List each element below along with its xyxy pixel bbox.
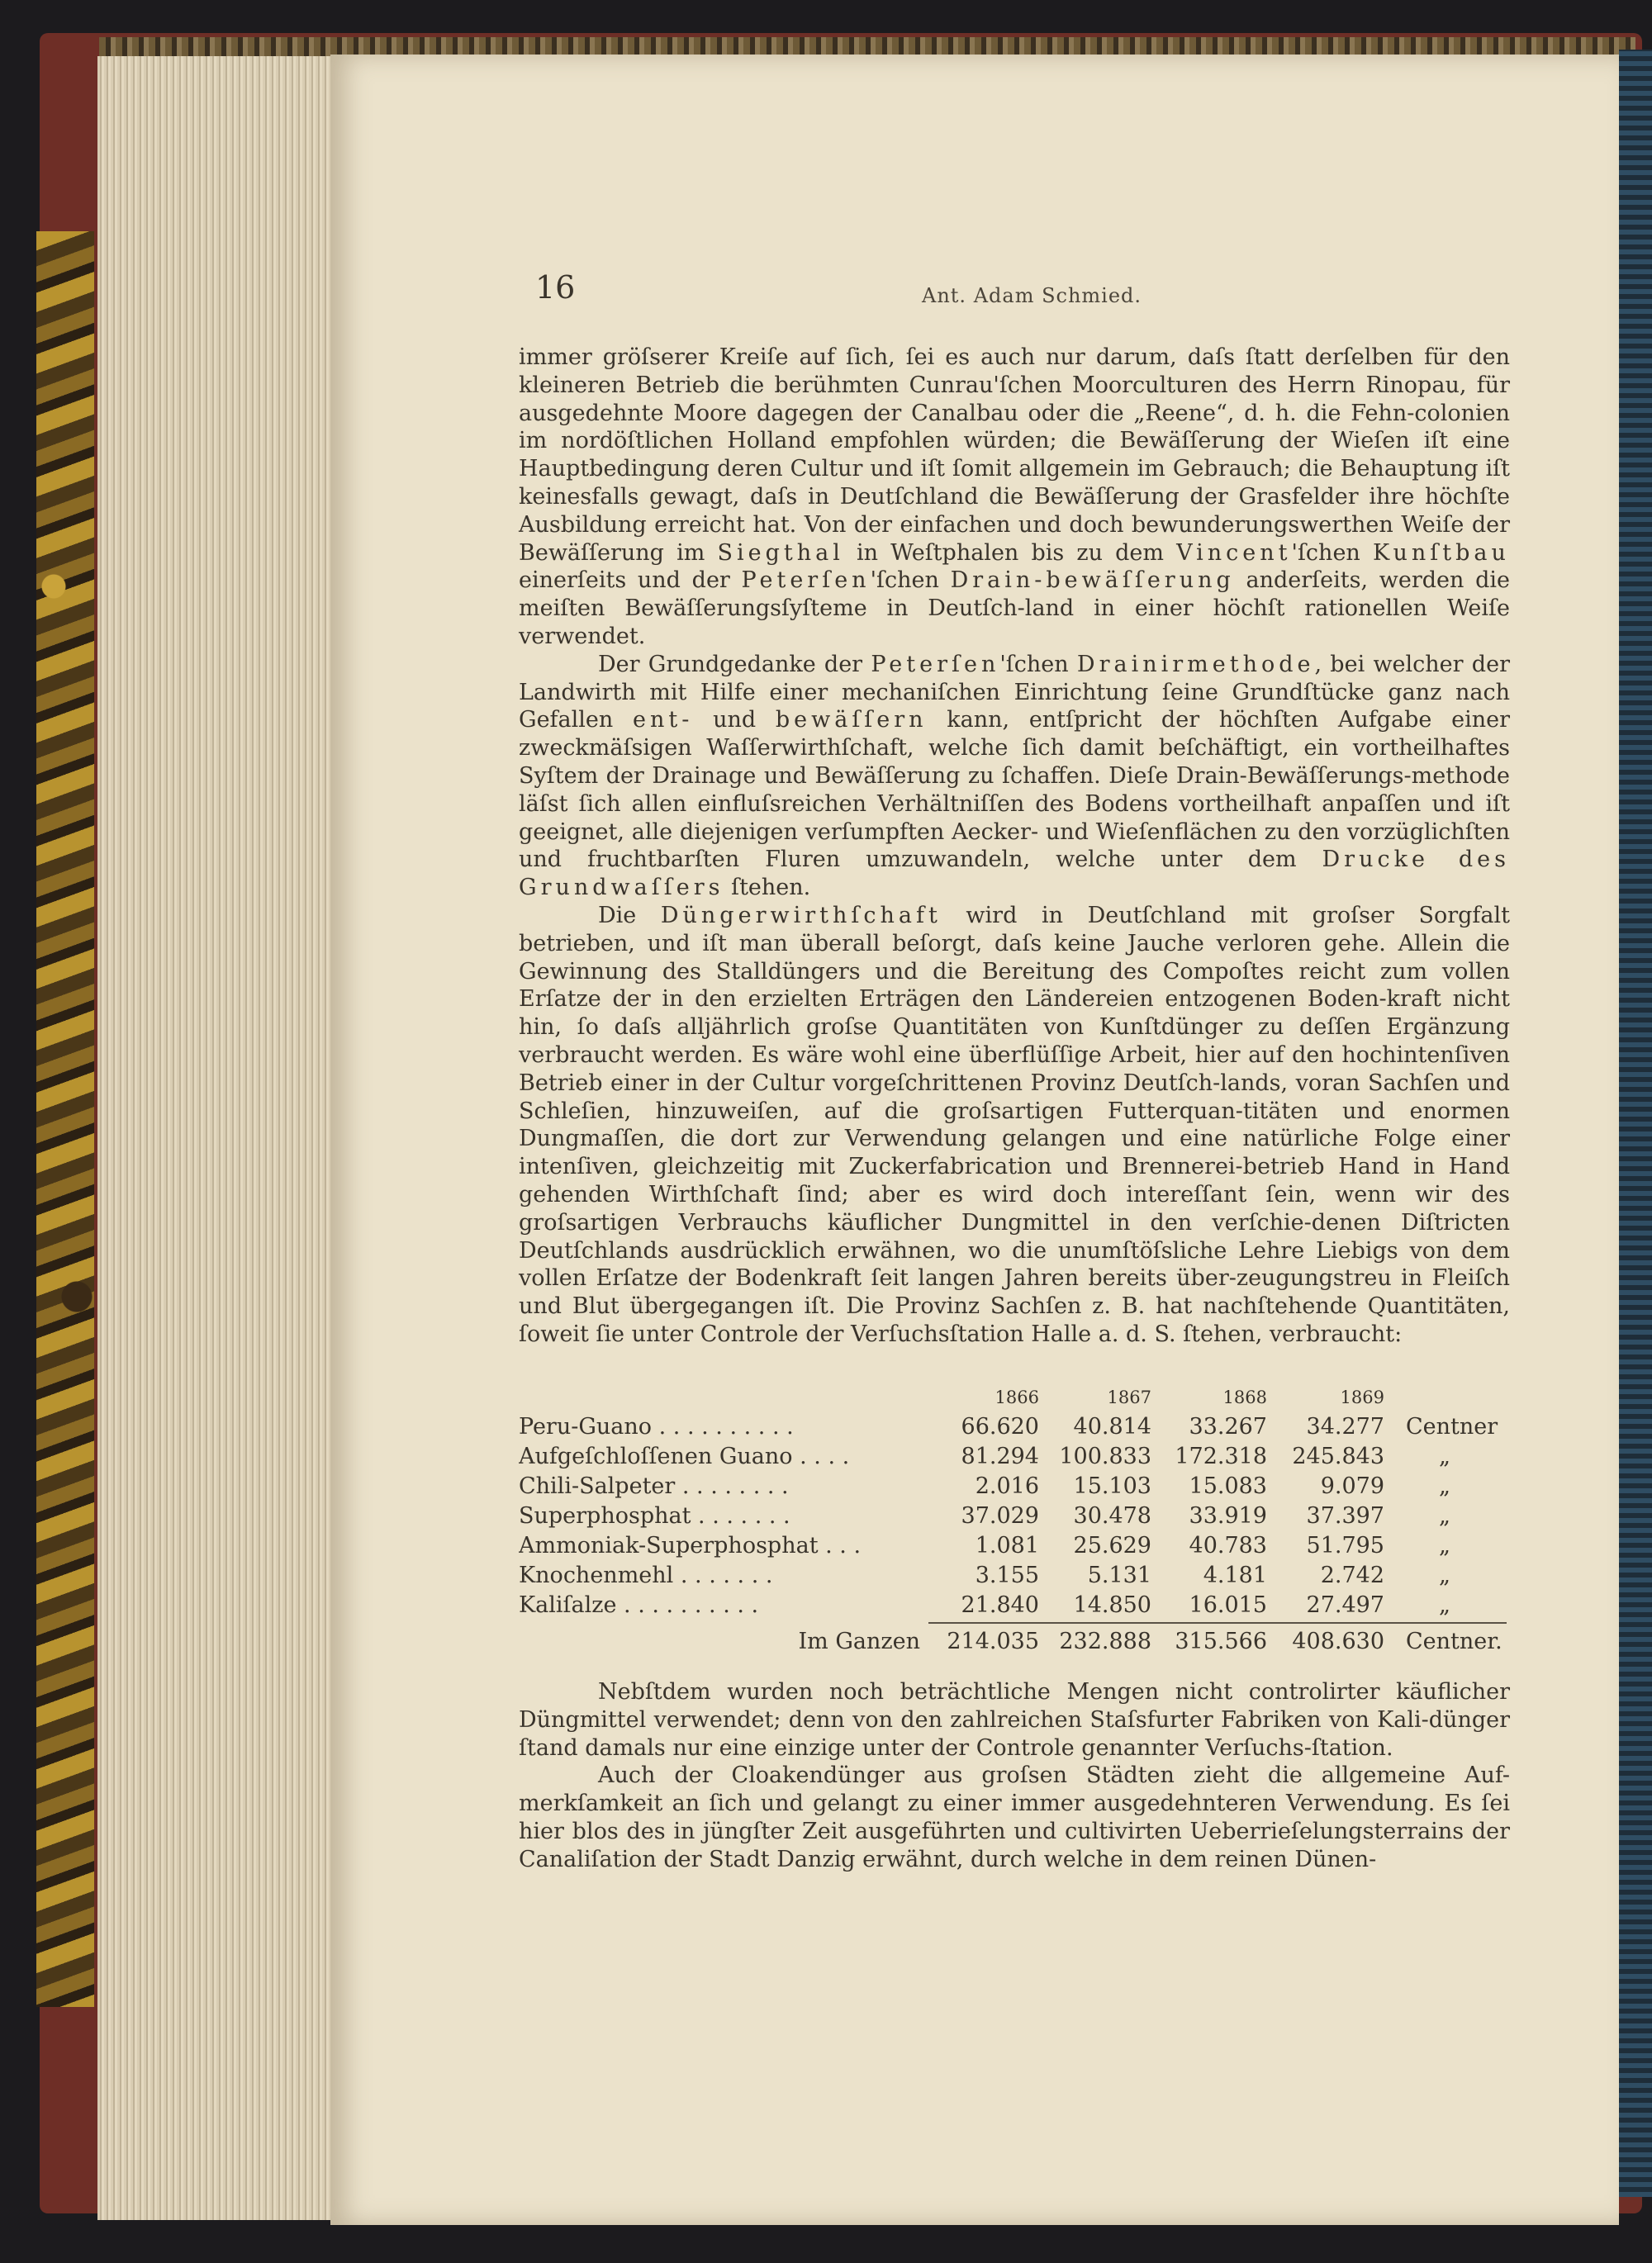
table-row (519, 1414, 1510, 1444)
running-head: Ant. Adam Schmied. (922, 284, 1142, 307)
row-label: Knochenmehl . . . . . . . (519, 1563, 773, 1588)
total-rule (928, 1622, 1507, 1624)
table-cell: 37.397 (1306, 1503, 1384, 1529)
row-label: Chili-Salpeter . . . . . . . . (519, 1473, 789, 1499)
table-row (519, 1503, 1510, 1533)
row-label: Ammoniak-Superphosphat . . . (519, 1533, 862, 1558)
paragraph-2: Der Grundgedanke der Peterſen'ſchen Drainirmethode, bei welcher der Landwirth mit Hilfe einer mechaniſchen Einrichtung ſeine Grundſtücke ganz nach Gefallen ent- und bewäſſern kann, entſpricht der höchſten Aufgabe einer zweckmäſsigen Waſſerwirthſchaft, welche ſich damit beſchäftigt, ein vortheilhaftes Syſtem der Drainage und Bewäſſerung zu ſchaffen. Dieſe Drain-Bewäſſerungs-methode läſst ſich allen einfluſsreichen Verhältniſſen des Bodens vortheilhaft anpaſſen und iſt geeignet, alle diejenigen verſumpften Aecker- und Wieſenflächen zu den vorzüglichſten und fruchtbarſten Fluren umzuwandeln, welche unter dem Drucke des Grundwaſſers ſtehen. (519, 651, 1510, 901)
row-unit: Centner (1406, 1414, 1498, 1440)
total-cell: 232.888 (1059, 1629, 1151, 1654)
table-cell: 9.079 (1320, 1473, 1384, 1499)
row-label: Superphosphat . . . . . . . (519, 1503, 790, 1529)
table-cell: 21.840 (961, 1592, 1039, 1618)
table-cell: 2.016 (975, 1473, 1039, 1499)
year-header: 1867 (1107, 1388, 1151, 1407)
row-unit: „ (1439, 1473, 1450, 1499)
marbled-cover-edge (36, 231, 94, 2007)
table-row (519, 1563, 1510, 1592)
row-label: Aufgeſchloſſenen Guano . . . . (519, 1444, 850, 1469)
table-cell: 81.294 (961, 1444, 1039, 1469)
total-cell: 315.566 (1175, 1629, 1267, 1654)
total-label: Im Ganzen (798, 1629, 920, 1654)
table-cell: 37.029 (961, 1503, 1039, 1529)
table-cell: 172.318 (1175, 1444, 1267, 1469)
row-unit: „ (1439, 1592, 1450, 1618)
page-edges (97, 56, 339, 2220)
table-cell: 15.103 (1073, 1473, 1151, 1499)
table-cell: 66.620 (961, 1414, 1039, 1440)
paragraph-4: Nebſtdem wurden noch beträchtliche Mengen nicht controlirter käuflicher Düngmittel verwendet; denn von den zahlreichen Staſsfurter Fabriken von Kali-dünger ſtand damals nur eine einzige unter der Controle genannter Verſuchs-ſtation. (519, 1679, 1510, 1761)
table-row (519, 1533, 1510, 1563)
row-unit: „ (1439, 1563, 1450, 1588)
fertilizer-table (519, 1388, 1510, 1658)
table-cell: 27.497 (1306, 1592, 1384, 1618)
page-number: 16 (535, 269, 576, 306)
table-row (519, 1473, 1510, 1503)
table-row (519, 1444, 1510, 1473)
total-cell: 214.035 (947, 1629, 1039, 1654)
total-unit: Centner. (1406, 1629, 1502, 1654)
table-cell: 51.795 (1306, 1533, 1384, 1558)
row-unit: „ (1439, 1533, 1450, 1558)
total-cell: 408.630 (1292, 1629, 1384, 1654)
table-cell: 245.843 (1292, 1444, 1384, 1469)
year-header: 1868 (1222, 1388, 1267, 1407)
table-cell: 25.629 (1073, 1533, 1151, 1558)
year-header: 1866 (995, 1388, 1039, 1407)
table-cell: 5.131 (1087, 1563, 1151, 1588)
table-cell: 40.783 (1189, 1533, 1267, 1558)
table-cell: 33.919 (1189, 1503, 1267, 1529)
table-total-row (519, 1622, 1510, 1658)
row-label: Kaliſalze . . . . . . . . . . (519, 1592, 759, 1618)
table-cell: 40.814 (1073, 1414, 1151, 1440)
table-cell: 16.015 (1189, 1592, 1267, 1618)
body-text-bottom (519, 1678, 1510, 1874)
table-cell: 30.478 (1073, 1503, 1151, 1529)
table-cell: 4.181 (1203, 1563, 1267, 1588)
paragraph-1: immer gröſserer Kreiſe auf ſich, ſei es auch nur darum, daſs ſtatt derſelben für den kleineren Betrieb die berühmten Cunrau'ſchen Moorculturen des Herrn Rinopau, für ausgedehnte Moore dagegen der Canalbau oder die „Reene“, d. h. die Fehn-colonien im nordöſtlichen Holland empfohlen würden; die Bewäſſerung der Wieſen iſt eine Hauptbedingung deren Cultur und iſt ſomit allgemein im Gebrauch; die Behauptung iſt keinesfalls gewagt, daſs in Deutſchland die Bewäſſerung der Grasfelder ihre höchſte Ausbildung erreicht hat. Von der einfachen und doch bewunderungswerthen Weiſe der Bewäſſerung im Siegthal in Weſtphalen bis zu dem Vincent'ſchen Kunſtbau einerſeits und der Peterſen'ſchen Drain-bewäſſerung anderſeits, werden die meiſten Bewäſſerungsſyſteme in Deutſch-land in einer höchſt rationellen Weiſe verwendet. (519, 344, 1510, 649)
right-cover-edge (1619, 50, 1652, 2197)
body-text-top (519, 344, 1510, 1349)
table-row (519, 1592, 1510, 1622)
table-cell: 1.081 (975, 1533, 1039, 1558)
row-label: Peru-Guano . . . . . . . . . . (519, 1414, 794, 1440)
table-cell: 2.742 (1320, 1563, 1384, 1588)
table-cell: 3.155 (975, 1563, 1039, 1588)
year-header: 1869 (1340, 1388, 1384, 1407)
table-header-row (519, 1388, 1510, 1414)
table-cell: 33.267 (1189, 1414, 1267, 1440)
row-unit: „ (1439, 1503, 1450, 1529)
table-cell: 14.850 (1073, 1592, 1151, 1618)
row-unit: „ (1439, 1444, 1450, 1469)
table-cell: 15.083 (1189, 1473, 1267, 1499)
table-cell: 100.833 (1059, 1444, 1151, 1469)
table-cell: 34.277 (1306, 1414, 1384, 1440)
paragraph-5: Auch der Cloakendünger aus groſsen Städten zieht die allgemeine Auf-merkſamkeit an ſich und gelangt zu einer immer ausgedehnteren Verwendung. Es ſei hier blos des in jüngſter Zeit ausgeführten und cultivirten Ueberrieſelungsterrains der Canaliſation der Stadt Danzig erwähnt, durch welche in dem reinen Dünen- (519, 1762, 1510, 1872)
paragraph-3: Die Düngerwirthſchaft wird in Deutſchland mit groſser Sorgfalt betrieben, und iſt man überall beſorgt, daſs keine Jauche verloren gehe. Allein die Gewinnung des Stalldüngers und die Bereitung des Compoſtes reicht zum vollen Erſatze der in den erzielten Erträgen den Ländereien entzogenen Boden-kraft nicht hin, ſo daſs alljährlich groſse Quantitäten von Kunſtdünger zu deſſen Ergänzung verbraucht werden. Es wäre wohl eine überflüſſige Arbeit, hier auf den hochintenſiven Betrieb einer in der Cultur vorgeſchrittenen Provinz Deutſch-lands, voran Sachſen und Schleſien, hinzuweiſen, auf die groſsartigen Futterquan-titäten und enormen Dungmaſſen, die dort zur Verwendung gelangen und eine natürliche Folge einer intenſiven, gleichzeitig mit Zuckerfabrication und Brennerei-betrieb Hand in Hand gehenden Wirthſchaft ſind; aber es wird doch intereſſant ſein, wenn wir des groſsartigen Verbrauchs käuflicher Dungmittel in den verſchie-denen Diſtricten Deutſchlands ausdrücklich erwähnen, wo die unumſtöſsliche Lehre Liebigs von dem vollen Erſatze der Bodenkraft ſeit langen Jahren bereits über-zeugungstreu in Fleiſch und Blut übergegangen iſt. Die Provinz Sachſen z. B. hat nachſtehende Quantitäten, ſoweit ſie unter Controle der Verſuchsſtation Halle a. d. S. ſtehen, verbraucht: (519, 902, 1510, 1347)
